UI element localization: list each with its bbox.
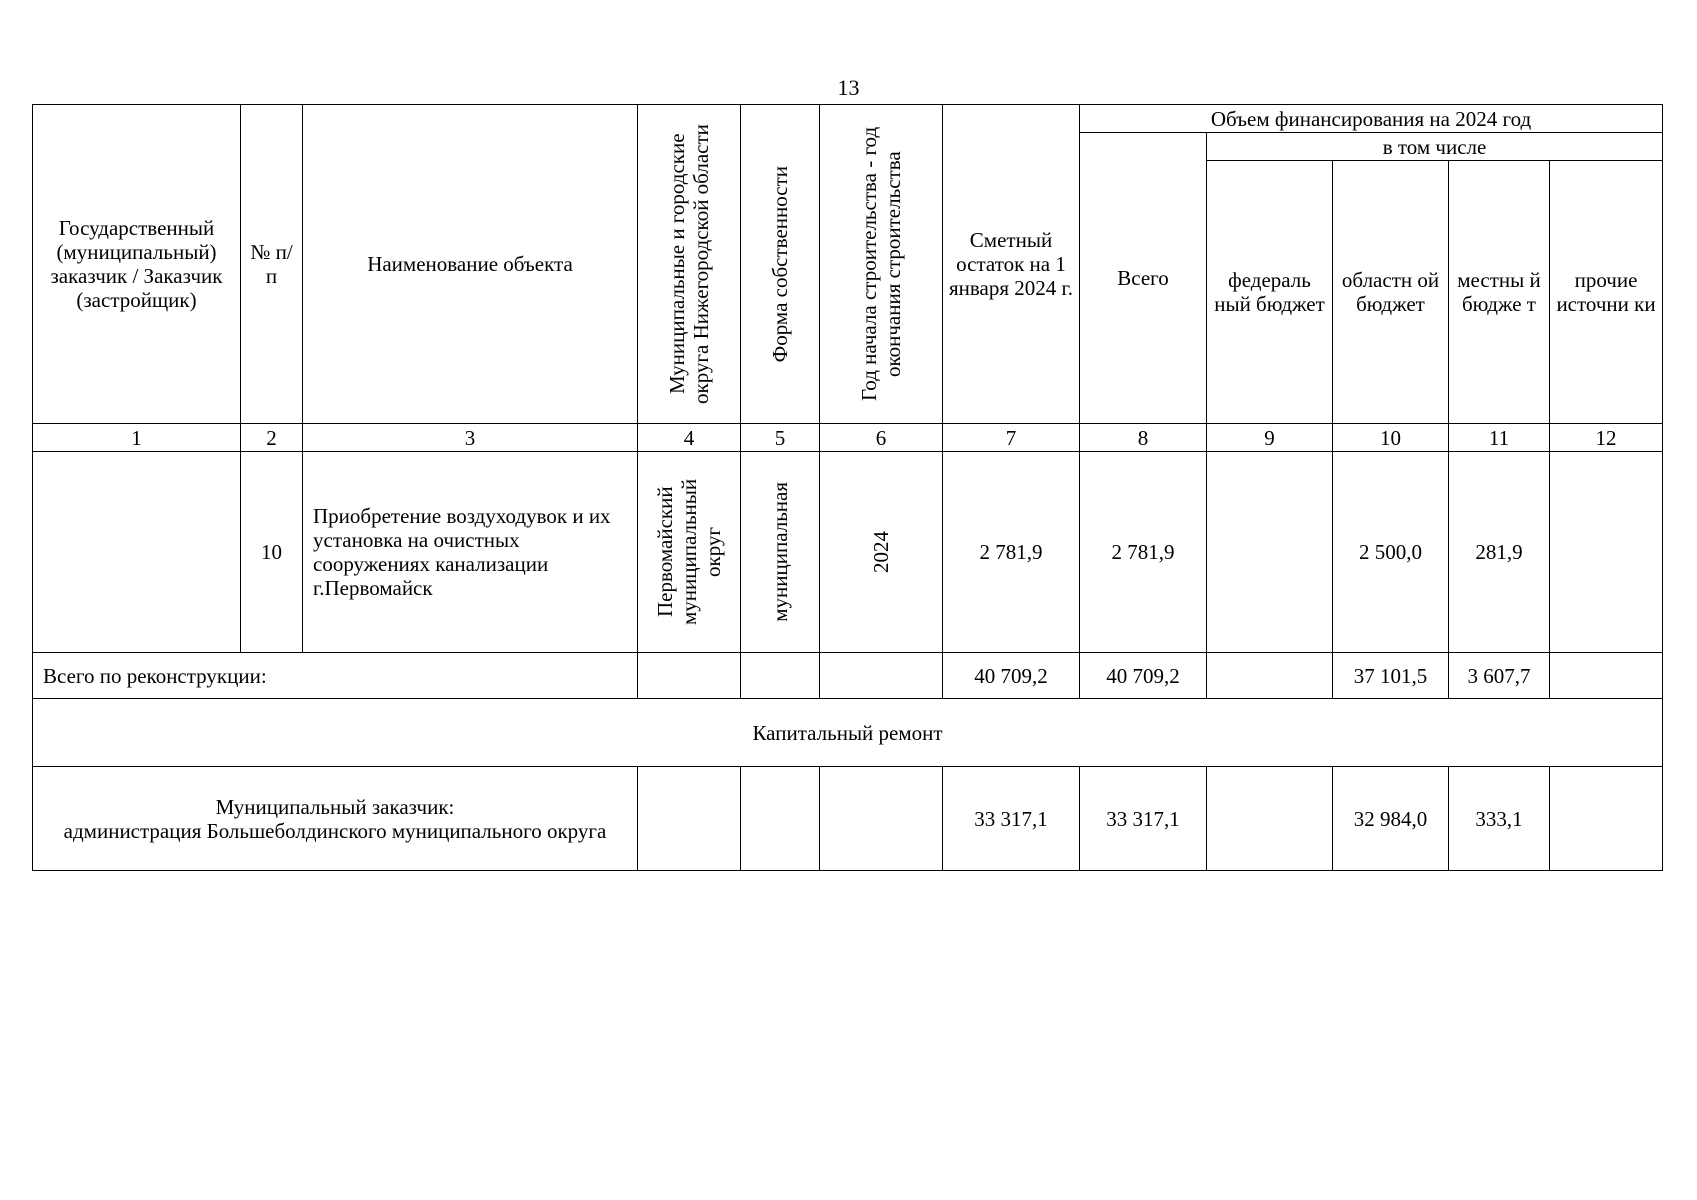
item-years [820, 452, 943, 653]
item-estimate: 2 781,9 [943, 452, 1080, 653]
customer-total: 33 317,1 [1080, 767, 1207, 871]
item-total: 2 781,9 [1080, 452, 1207, 653]
section-row [33, 699, 1663, 767]
header-including: в том числе [1207, 133, 1663, 161]
customer-label-line1: Муниципальный заказчик: [215, 794, 455, 819]
customer-estimate: 33 317,1 [943, 767, 1080, 871]
column-numbers-row [33, 424, 1663, 452]
page-number: 13 [837, 75, 860, 100]
item-name: Приобретение воздуходувок и их установка на очистных сооружениях канализации г.Первомайск [303, 452, 638, 653]
empty-cell [638, 767, 741, 871]
item-local: 281,9 [1449, 452, 1550, 653]
empty-cell [638, 653, 741, 699]
column-number: 2 [241, 424, 303, 452]
header-federal: федераль ный бюджет [1207, 161, 1333, 424]
column-number: 12 [1550, 424, 1663, 452]
customer-local: 333,1 [1449, 767, 1550, 871]
column-number: 5 [741, 424, 820, 452]
header-estimate: Сметный остаток на 1 января 2024 г. [943, 105, 1080, 424]
header-number: № п/п [241, 105, 303, 424]
item-customer [33, 452, 241, 653]
column-number: 8 [1080, 424, 1207, 452]
reconstruction-total-label: Всего по реконструкции: [33, 653, 638, 699]
item-years-text: 2024 [869, 531, 893, 573]
column-number: 6 [820, 424, 943, 452]
item-federal [1207, 452, 1333, 653]
column-number: 7 [943, 424, 1080, 452]
header-districts-text: Муниципальные и городские округа Нижегородской области [665, 124, 713, 404]
reconstruction-total-estimate: 40 709,2 [943, 653, 1080, 699]
item-other [1550, 452, 1663, 653]
item-district [638, 452, 741, 653]
header-districts [638, 105, 741, 424]
header-years-text: Год начала строительства - год окончания строительства [857, 126, 905, 402]
customer-regional: 32 984,0 [1333, 767, 1449, 871]
column-number: 3 [303, 424, 638, 452]
header-customer: Государственный (муниципальный) заказчик / Заказчик (застройщик) [33, 105, 241, 424]
customer-other [1550, 767, 1663, 871]
reconstruction-total-total: 40 709,2 [1080, 653, 1207, 699]
empty-cell [741, 767, 820, 871]
header-ownership [741, 105, 820, 424]
customer-label-line2: администрация Большеболдинского муниципального округа [63, 818, 607, 843]
table-row [33, 452, 1663, 653]
customer-row [33, 767, 1663, 871]
item-number: 10 [241, 452, 303, 653]
customer-label [33, 767, 638, 871]
reconstruction-total-regional: 37 101,5 [1333, 653, 1449, 699]
empty-cell [820, 653, 943, 699]
column-number: 11 [1449, 424, 1550, 452]
reconstruction-total-local: 3 607,7 [1449, 653, 1550, 699]
column-number: 4 [638, 424, 741, 452]
header-object-name: Наименование объекта [303, 105, 638, 424]
column-number: 9 [1207, 424, 1333, 452]
header-total: Всего [1080, 133, 1207, 424]
column-number: 1 [33, 424, 241, 452]
item-ownership [741, 452, 820, 653]
item-district-text: Первомайский муниципальный округ [653, 478, 725, 626]
item-regional: 2 500,0 [1333, 452, 1449, 653]
header-funding-title: Объем финансирования на 2024 год [1080, 105, 1663, 133]
financing-table [32, 104, 1663, 871]
empty-cell [820, 767, 943, 871]
reconstruction-total-federal [1207, 653, 1333, 699]
header-ownership-text: Форма собственности [768, 165, 792, 363]
reconstruction-total-row [33, 653, 1663, 699]
column-number: 10 [1333, 424, 1449, 452]
header-local: местны й бюдже т [1449, 161, 1550, 424]
customer-federal [1207, 767, 1333, 871]
empty-cell [741, 653, 820, 699]
header-other: прочие источни ки [1550, 161, 1663, 424]
section-title: Капитальный ремонт [33, 699, 1663, 767]
header-row [33, 105, 1663, 133]
header-regional: областн ой бюджет [1333, 161, 1449, 424]
reconstruction-total-other [1550, 653, 1663, 699]
header-years [820, 105, 943, 424]
item-ownership-text: муниципальная [768, 482, 792, 622]
